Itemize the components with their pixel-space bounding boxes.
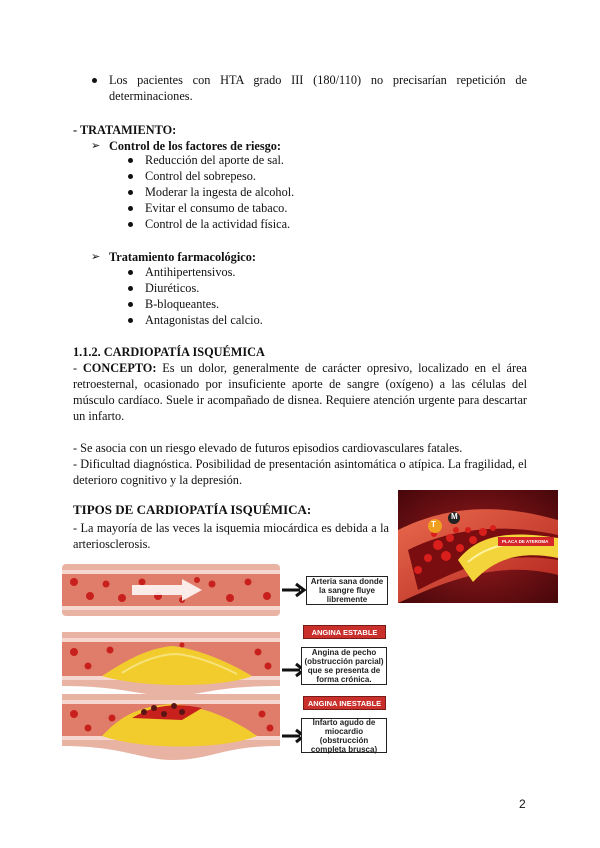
bullet-dot [128,318,133,323]
arrow-bullet-icon: ➢ [91,251,101,263]
bullet-dot [128,302,133,307]
page-number: 2 [519,797,526,811]
artery-plaque-illustration [398,490,558,603]
list-item: Control de la actividad física. [145,217,291,231]
list-item: Moderar la ingesta de alcohol. [145,185,295,199]
list-item: Reducción del aporte de sal. [145,153,284,167]
bullet-dot [128,222,133,227]
control-heading: Control de los factores de riesgo: [109,139,282,153]
cardiopatia-heading: 1.1.2. CARDIOPATÍA ISQUÉMICA [73,345,265,359]
artery-plaque-photo [398,490,558,603]
list-item: Antagonistas del calcio. [145,313,263,327]
bullet-dot [92,78,97,83]
healthy-artery-label-text: Arteria sana donde la sangre fluye libremente [310,577,384,604]
list-item: Diuréticos. [145,281,200,295]
bullet-dot [128,286,133,291]
unstable-angina-tag [303,696,386,710]
concepto-label: CONCEPTO: [82,361,157,375]
stable-angina-label [301,647,387,685]
stable-angina-tag [303,625,386,639]
plaque-label: PLACA DE ATEROMA [502,539,549,544]
photo-letter-t: T [431,520,436,529]
concepto-prefix: - [73,361,83,375]
unstable-angina-tag-text: ANGINA INESTABLE [307,698,382,708]
list-item: Control del sobrepeso. [145,169,256,183]
partial-obstruction-artery [62,632,280,696]
healthy-artery [62,564,280,616]
concepto-paragraph [73,360,527,424]
list-item: Evitar el consumo de tabaco. [145,201,288,215]
bullet-dot [128,190,133,195]
arrow-bullet-icon: ➢ [91,140,101,152]
stable-angina-tag-text: ANGINA ESTABLE [311,627,378,637]
tipos-heading: TIPOS DE CARDIOPATÍA ISQUÉMICA: [73,502,312,517]
unstable-angina-label [301,718,387,753]
intro-bullet-text: Los pacientes con HTA grado III (180/110) no precisarían repetición de determinaciones. [109,73,527,103]
bullet-dot [128,206,133,211]
arrow-right-icon [282,584,304,596]
dificultad-paragraph: - Dificultad diagnóstica. Posibilidad de presentación asintomática o atípica. La fragilidad, el deterioro cognitivo y la depresión. [73,457,527,487]
tratamiento-heading: - TRATAMIENTO: [73,123,177,137]
bullet-dot [128,174,133,179]
list-item: Antihipertensivos. [145,265,236,279]
tipos-paragraph: - La mayoría de las veces la isquemia miocárdica es debida a la arteriosclerosis. [73,521,389,551]
bullet-dot [128,158,133,163]
healthy-artery-label [306,576,388,605]
riesgo-paragraph: - Se asocia con un riesgo elevado de futuros episodios cardiovasculares fatales. [73,441,463,455]
photo-letter-m: M [451,512,458,521]
bullet-dot [128,270,133,275]
complete-obstruction-artery [62,694,280,760]
list-item: B-bloqueantes. [145,297,220,311]
stable-angina-label-text: Angina de pecho (obstrucción parcial) que se presenta de forma crónica. [304,648,384,684]
farma-heading: Tratamiento farmacológico: [109,250,256,264]
concepto-text: Es un dolor, generalmente de carácter opresivo, localizado en el área retroesternal, ocasionado por insuficiente aporte de sangre (oxígeno) a las células del músculo cardíaco. Suele ir acompañado de disnea. Requiere atención urgente para descartar un infarto. [73,361,528,423]
unstable-angina-label-text: Infarto agudo de miocardio (obstrucción completa brusca) [310,717,378,754]
